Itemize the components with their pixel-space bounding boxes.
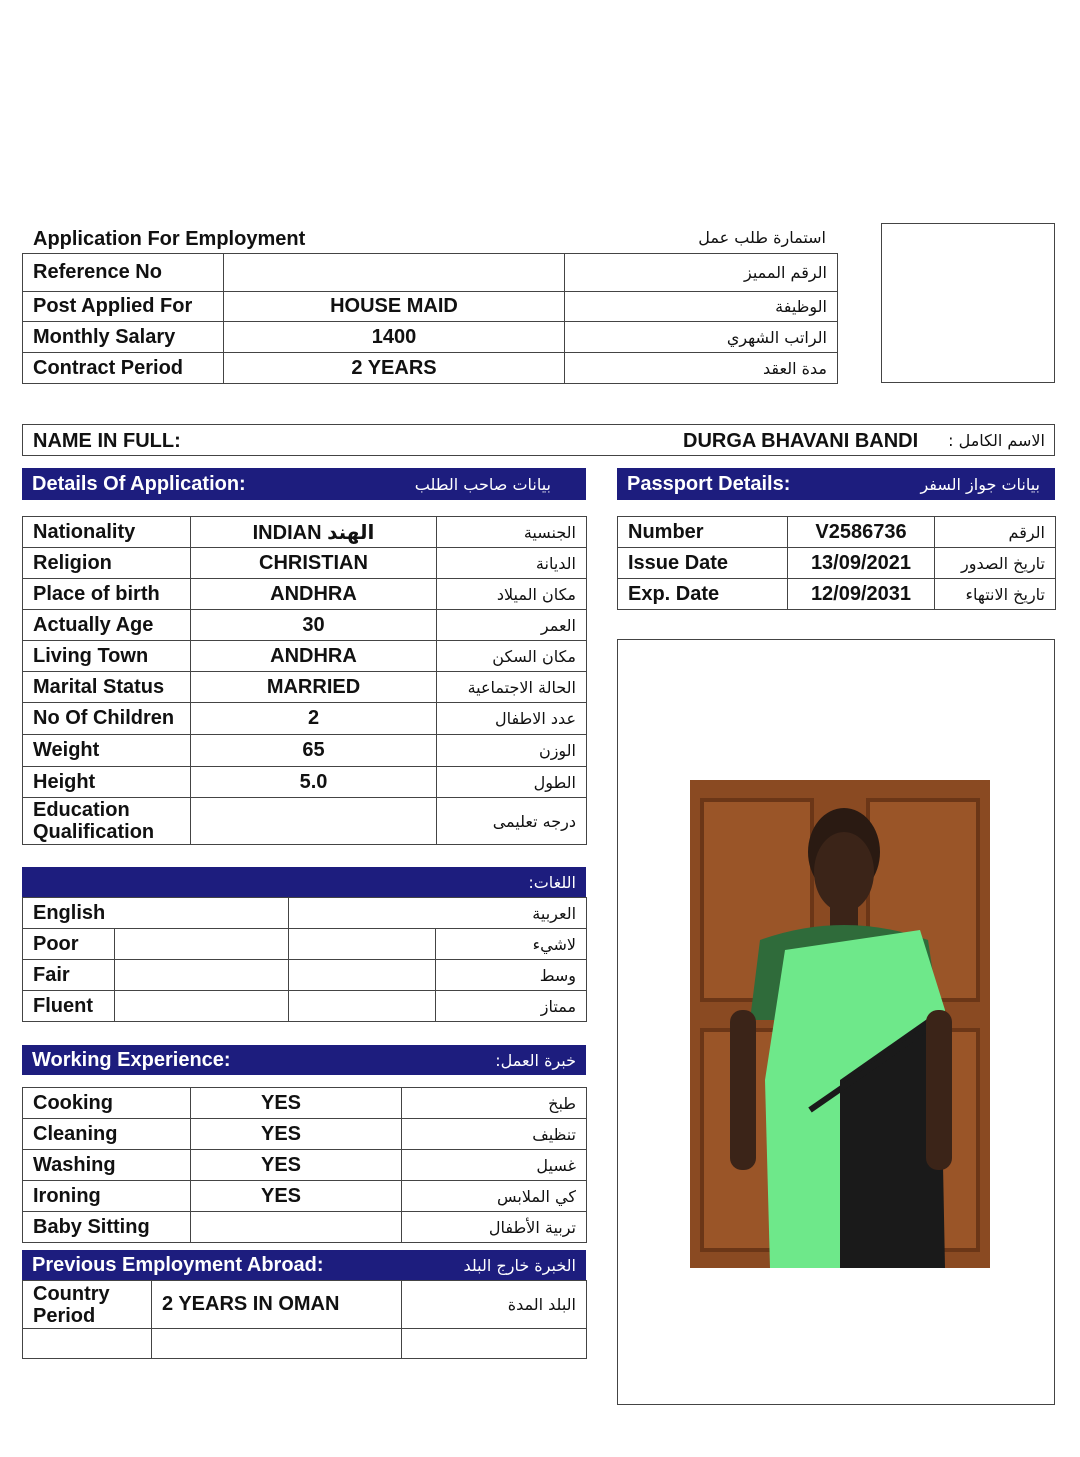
row-label: Reference No bbox=[23, 254, 224, 292]
full-name-label: NAME IN FULL: bbox=[33, 430, 181, 452]
row-value: YES bbox=[191, 1181, 402, 1212]
english-level-cell bbox=[115, 991, 289, 1022]
row-label-arabic: مكان الميلاد bbox=[437, 579, 587, 610]
row-label-arabic: الحالة الاجتماعية bbox=[437, 672, 587, 703]
row-value: YES bbox=[191, 1088, 402, 1119]
photo-frame bbox=[617, 639, 1055, 1405]
arabic-level-cell bbox=[289, 929, 436, 960]
row-value: 1400 bbox=[224, 322, 565, 353]
row-label: Contract Period bbox=[23, 353, 224, 384]
form-title-arabic: استمارة طلب عمل bbox=[698, 228, 826, 247]
row-value: 2 YEARS bbox=[224, 353, 565, 384]
full-name-value: DURGA BHAVANI BANDI bbox=[683, 430, 919, 452]
table-row bbox=[23, 548, 587, 579]
left-arm bbox=[730, 1010, 756, 1170]
row-label: Actually Age bbox=[23, 610, 191, 641]
experience-title-arabic: خبرة العمل: bbox=[495, 1050, 576, 1070]
row-label: Fluent bbox=[23, 991, 115, 1022]
applicant-photo bbox=[690, 780, 990, 1268]
row-value: ANDHRA bbox=[191, 641, 437, 672]
arabic-level-cell bbox=[289, 991, 436, 1022]
row-value: ANDHRA bbox=[191, 579, 437, 610]
passport-header bbox=[617, 468, 1055, 500]
previous-employment-header bbox=[22, 1250, 586, 1280]
row-value: 65 bbox=[191, 735, 437, 767]
table-row bbox=[618, 517, 1056, 548]
table-row bbox=[23, 929, 587, 960]
english-label: English bbox=[23, 898, 289, 929]
row-label: Religion bbox=[23, 548, 191, 579]
table-row bbox=[23, 960, 587, 991]
row-label: Ironing bbox=[23, 1181, 191, 1212]
experience-header bbox=[22, 1045, 586, 1075]
right-arm bbox=[926, 1010, 952, 1170]
table-row bbox=[23, 703, 587, 735]
form-title: Application For Employment bbox=[33, 228, 306, 250]
row-label: Cleaning bbox=[23, 1119, 191, 1150]
table-row bbox=[23, 1150, 587, 1181]
row-value bbox=[191, 798, 437, 845]
row-label-arabic: طبخ bbox=[402, 1088, 587, 1119]
full-name-label-arabic: الاسم الكامل : bbox=[948, 431, 1045, 450]
row-value: INDIAN الهند bbox=[191, 517, 437, 548]
row-label: Washing bbox=[23, 1150, 191, 1181]
table-row bbox=[23, 353, 838, 384]
languages-title-arabic: اللغات: bbox=[528, 872, 576, 892]
previous-employment-title: Previous Employment Abroad: bbox=[32, 1253, 324, 1276]
table-row bbox=[23, 1281, 587, 1329]
row-value bbox=[191, 1212, 402, 1243]
row-label: Baby Sitting bbox=[23, 1212, 191, 1243]
empty-cell bbox=[402, 1329, 587, 1359]
experience-table bbox=[22, 1087, 587, 1243]
row-value: CHRISTIAN bbox=[191, 548, 437, 579]
row-label-arabic: الراتب الشهري bbox=[565, 322, 838, 353]
table-row bbox=[23, 254, 838, 292]
experience-title: Working Experience: bbox=[32, 1048, 231, 1071]
arabic-level-cell bbox=[289, 960, 436, 991]
empty-cell bbox=[152, 1329, 402, 1359]
row-label: Number bbox=[618, 517, 788, 548]
details-title-arabic: بيانات صاحب الطلب bbox=[414, 474, 551, 494]
row-label: Living Town bbox=[23, 641, 191, 672]
row-label-arabic: الوزن bbox=[437, 735, 587, 767]
table-row bbox=[23, 579, 587, 610]
row-value: V2586736 bbox=[788, 517, 935, 548]
row-label: Issue Date bbox=[618, 548, 788, 579]
table-row bbox=[23, 641, 587, 672]
table-row bbox=[23, 767, 587, 798]
row-label-arabic: الديانة bbox=[437, 548, 587, 579]
table-row bbox=[23, 292, 838, 322]
country-period-cell bbox=[23, 1281, 152, 1329]
row-label: Fair bbox=[23, 960, 115, 991]
table-row bbox=[23, 1119, 587, 1150]
english-level-cell bbox=[115, 960, 289, 991]
details-title: Details Of Application: bbox=[32, 472, 246, 495]
row-value: 13/09/2021 bbox=[788, 548, 935, 579]
row-label: Education Qualification bbox=[23, 798, 191, 845]
row-label-arabic: ممتاز bbox=[436, 991, 587, 1022]
row-label-arabic: البلد المدة bbox=[402, 1281, 587, 1329]
previous-employment-title-arabic: الخبرة خارج البلد bbox=[463, 1255, 576, 1275]
previous-employment-table bbox=[22, 1280, 587, 1359]
row-label-arabic: كي الملابس bbox=[402, 1181, 587, 1212]
row-label-arabic: مكان السكن bbox=[437, 641, 587, 672]
row-label-arabic: الرقم bbox=[935, 517, 1056, 548]
row-label: Monthly Salary bbox=[23, 322, 224, 353]
row-label-arabic: غسيل bbox=[402, 1150, 587, 1181]
empty-cell bbox=[23, 1329, 152, 1359]
row-label-arabic: العمر bbox=[437, 610, 587, 641]
row-label: Height bbox=[23, 767, 191, 798]
previous-employment-value: 2 YEARS IN OMAN bbox=[152, 1281, 402, 1329]
table-row bbox=[23, 517, 587, 548]
english-level-cell bbox=[115, 929, 289, 960]
row-label-arabic: الطول bbox=[437, 767, 587, 798]
row-value: 12/09/2031 bbox=[788, 579, 935, 610]
row-value: HOUSE MAID bbox=[224, 292, 565, 322]
row-value: 30 bbox=[191, 610, 437, 641]
table-row bbox=[23, 735, 587, 767]
row-label-arabic: مدة العقد bbox=[565, 353, 838, 384]
row-label-arabic: عدد الاطفال bbox=[437, 703, 587, 735]
row-label: Exp. Date bbox=[618, 579, 788, 610]
row-label-arabic: وسط bbox=[436, 960, 587, 991]
table-row bbox=[23, 798, 587, 845]
face bbox=[814, 832, 874, 912]
row-label: Cooking bbox=[23, 1088, 191, 1119]
table-row bbox=[23, 898, 587, 929]
languages-header bbox=[22, 867, 586, 897]
row-label-arabic: درجه تعليمى bbox=[437, 798, 587, 845]
photo-placeholder-box bbox=[881, 223, 1055, 383]
row-label-arabic: الرقم المميز bbox=[565, 254, 838, 292]
table-row bbox=[23, 1088, 587, 1119]
reference-table bbox=[22, 253, 838, 384]
row-label-arabic: الوظيفة bbox=[565, 292, 838, 322]
row-label-arabic: تاريخ الصدور bbox=[935, 548, 1056, 579]
row-label: Weight bbox=[23, 735, 191, 767]
table-row bbox=[23, 991, 587, 1022]
row-value bbox=[224, 254, 565, 292]
languages-table bbox=[22, 897, 587, 1022]
row-label-arabic: لاشيء bbox=[436, 929, 587, 960]
row-value: 5.0 bbox=[191, 767, 437, 798]
row-label: Marital Status bbox=[23, 672, 191, 703]
row-label: Place of birth bbox=[23, 579, 191, 610]
country-label: Country bbox=[33, 1282, 110, 1305]
table-row bbox=[23, 672, 587, 703]
row-label: Poor bbox=[23, 929, 115, 960]
passport-title-arabic: بيانات جواز السفر bbox=[920, 474, 1040, 494]
full-name-row bbox=[22, 424, 1055, 456]
arabic-label: العربية bbox=[289, 898, 587, 929]
row-value: YES bbox=[191, 1119, 402, 1150]
table-row bbox=[618, 579, 1056, 610]
row-label-arabic: تربية الأطفال bbox=[402, 1212, 587, 1243]
row-label: Nationality bbox=[23, 517, 191, 548]
row-label-arabic: تاريخ الانتهاء bbox=[935, 579, 1056, 610]
row-label-arabic: الجنسية bbox=[437, 517, 587, 548]
row-label-arabic: تنظيف bbox=[402, 1119, 587, 1150]
row-label: Post Applied For bbox=[23, 292, 224, 322]
row-value: MARRIED bbox=[191, 672, 437, 703]
details-header bbox=[22, 468, 586, 500]
passport-table bbox=[617, 516, 1056, 610]
period-label: Period bbox=[33, 1304, 96, 1327]
row-label: No Of Children bbox=[23, 703, 191, 735]
details-table bbox=[22, 516, 587, 845]
table-row bbox=[23, 1329, 587, 1359]
row-value: YES bbox=[191, 1150, 402, 1181]
table-row bbox=[23, 1181, 587, 1212]
table-row bbox=[23, 322, 838, 353]
table-row bbox=[23, 610, 587, 641]
table-row bbox=[23, 1212, 587, 1243]
passport-title: Passport Details: bbox=[627, 472, 791, 495]
table-row bbox=[618, 548, 1056, 579]
row-value: 2 bbox=[191, 703, 437, 735]
